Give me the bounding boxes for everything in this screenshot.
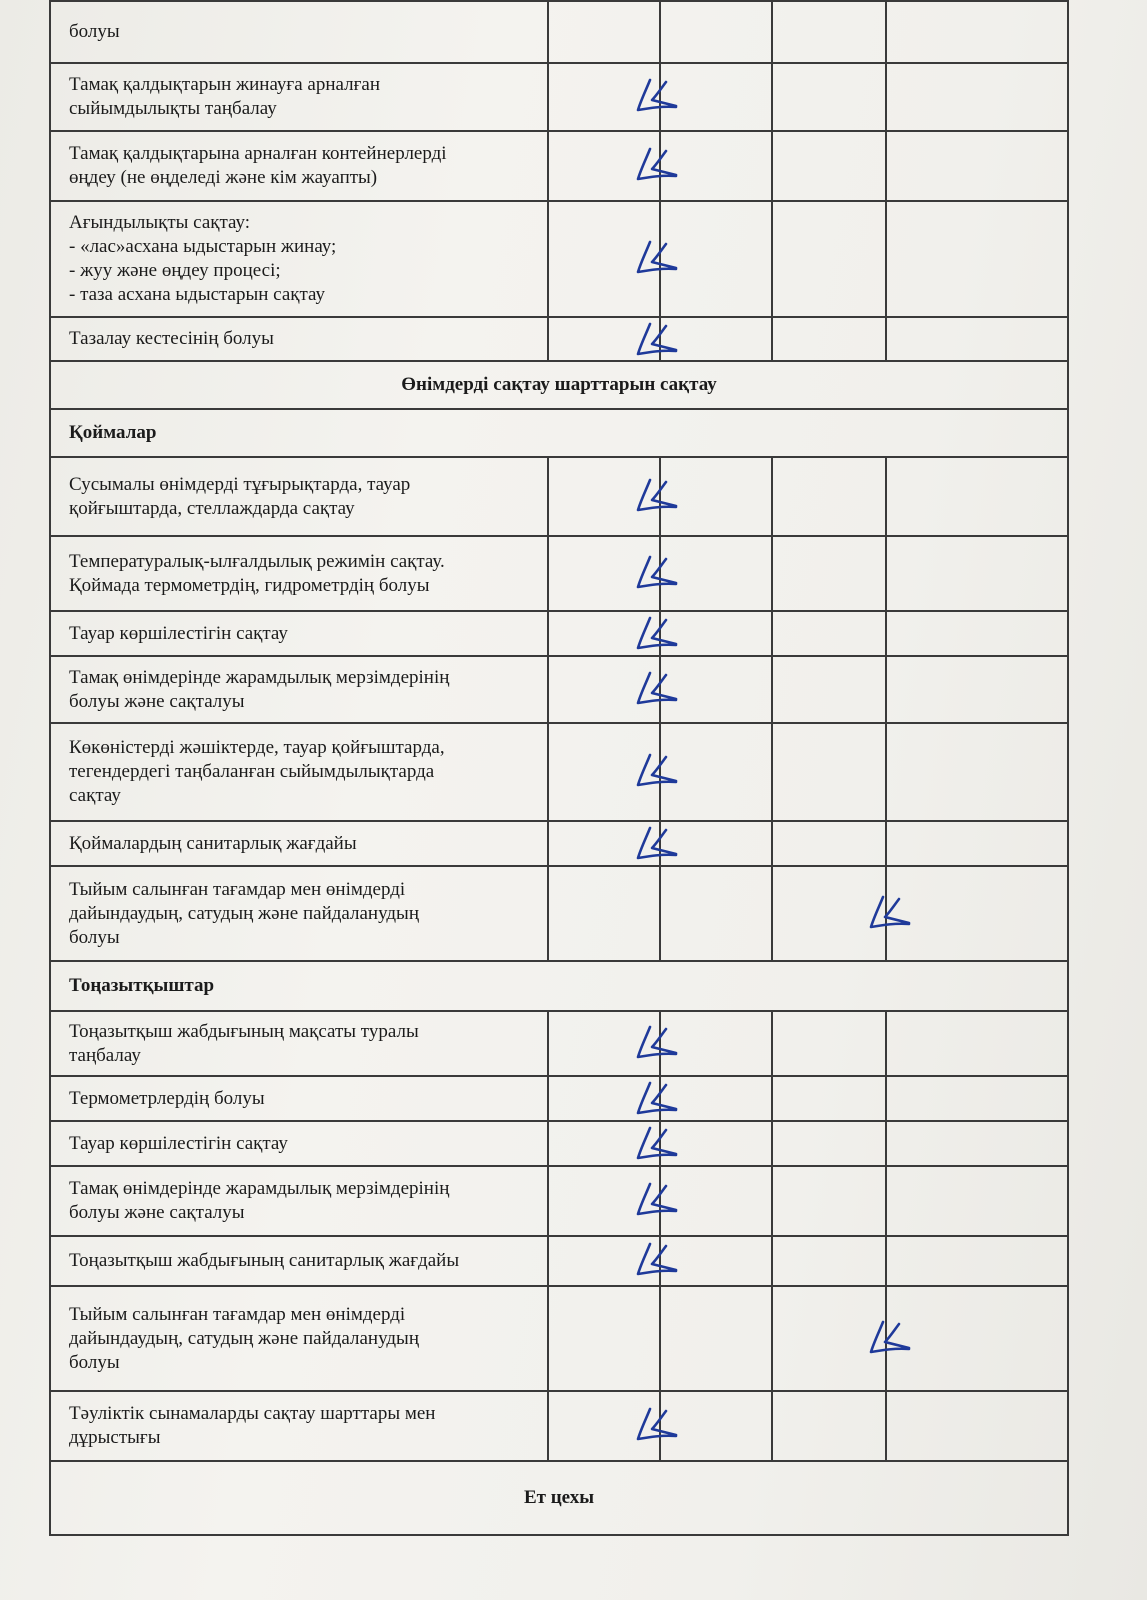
table-row [49,200,1069,316]
table-cell-col-4 [771,1392,885,1460]
table-cell-col-3 [659,1287,771,1390]
table-row [49,130,1069,200]
subsection-header-row [49,408,1069,456]
handwritten-check-mark [632,669,684,709]
table-cell-col-5 [885,724,1069,820]
row-text: Тауар көршілестігін сақтау [69,622,288,644]
table-row [49,316,1069,360]
table-cell-col-5 [885,1077,1069,1120]
handwritten-check-mark [632,1405,684,1445]
section-title: Өнімдерді сақтау шарттарын сақтау [401,374,717,395]
handwritten-check-mark [632,238,684,278]
row-text: Ағындылықты сақтау: - «лас»асхана ыдыстарын жинау; - жуу және өңдеу процесі; - таза асхана ыдыстарын сақтау [69,212,337,305]
table-row [49,1120,1069,1165]
section-header-row [49,360,1069,408]
table-cell-col-4 [771,1122,885,1165]
table-cell-col-5 [885,202,1069,316]
table-cell-col-4 [771,537,885,610]
table-cell-col-5 [885,318,1069,360]
table-cell-col-5 [885,1167,1069,1235]
table-row [49,1390,1069,1460]
table-cell-col-4 [771,458,885,535]
table-cell-col-5 [885,822,1069,865]
handwritten-check-mark [632,476,684,516]
row-text: Тоңазытқыш жабдығының мақсаты туралы таңбалау [69,1020,419,1066]
table-cell-col-5 [885,1237,1069,1285]
row-text: Тазалау кестесінің болуы [69,328,274,349]
table-left-border [49,0,51,1536]
table-cell-col-2 [547,2,659,62]
row-text: Тыйым салынған тағамдар мен өнімдерді дайындаудың, сатудың және пайдаланудың болуы [69,878,419,948]
table-row [49,1235,1069,1285]
row-text: Тыйым салынған тағамдар мен өнімдерді дайындаудың, сатудың және пайдаланудың болуы [69,1303,419,1373]
table-cell-col-5 [885,1122,1069,1165]
table-cell-col-5 [885,1392,1069,1460]
table-row [49,0,1069,62]
table-cell-col-5 [885,537,1069,610]
table-row [49,1075,1069,1120]
handwritten-check-mark [632,320,684,360]
handwritten-check-mark [632,1180,684,1220]
row-text: Тамақ өнімдерінде жарамдылық мерзімдерінің болуы және сақталуы [69,666,450,712]
section-title: Тоңазытқыштар [69,975,215,996]
table-cell-col-3 [659,2,771,62]
row-text: Тамақ қалдықтарын жинауға арналған сыйымдылықты таңбалау [69,74,380,119]
table-row [49,820,1069,865]
handwritten-check-mark [632,614,684,654]
row-text: Тамақ қалдықтарына арналған контейнерлерді өңдеу (не өңделеді және кім жауапты) [69,143,447,188]
table-cell-col-2 [547,1287,659,1390]
table-cell-col-5 [885,132,1069,200]
table-row [49,1165,1069,1235]
section-header-row [49,1460,1069,1534]
table-row [49,1010,1069,1075]
table-cell-col-4 [771,1012,885,1075]
handwritten-check-mark [865,1318,917,1358]
row-text: Температуралық-ылғалдылық режимін сақтау. Қоймада термометрдің, гидрометрдің болуы [69,550,445,596]
table-row [49,865,1069,960]
table-cell-col-4 [771,657,885,722]
handwritten-check-mark [632,1240,684,1280]
table-cell-col-4 [771,724,885,820]
table-row [49,655,1069,722]
row-text: Сусымалы өнімдерді тұғырықтарда, тауар қойғыштарда, стеллаждарда сақтау [69,473,411,519]
table-bottom-border [49,1534,1069,1536]
table-cell-col-4 [771,612,885,655]
row-text: Тауар көршілестігін сақтау [69,1132,288,1154]
handwritten-check-mark [632,1023,684,1063]
table-cell-col-3 [659,867,771,960]
subsection-header-row [49,960,1069,1010]
table-cell-col-5 [885,657,1069,722]
row-text: болуы [69,21,120,42]
row-text: Тәуліктік сынамаларды сақтау шарттары мен дұрыстығы [69,1403,436,1448]
table-cell-col-5 [885,1012,1069,1075]
section-title: Қоймалар [69,422,157,443]
table-row [49,62,1069,130]
row-text: Қоймалардың санитарлық жағдайы [69,832,357,854]
handwritten-check-mark [865,893,917,933]
row-text: Тамақ өнімдерінде жарамдылық мерзімдерінің болуы және сақталуы [69,1178,450,1223]
table-cell-col-4 [771,2,885,62]
table-cell-col-4 [771,64,885,130]
table-cell-col-5 [885,458,1069,535]
table-row [49,610,1069,655]
handwritten-check-mark [632,553,684,593]
section-title: Ет цехы [523,1487,595,1508]
handwritten-check-mark [632,751,684,791]
table-row [49,722,1069,820]
table-row [49,456,1069,535]
handwritten-check-mark [632,824,684,864]
handwritten-check-mark [632,1124,684,1164]
table-cell-col-4 [771,132,885,200]
table-row [49,535,1069,610]
table-cell-col-4 [771,822,885,865]
handwritten-check-mark [632,1079,684,1119]
row-text: Тоңазытқыш жабдығының санитарлық жағдайы [69,1250,460,1271]
handwritten-check-mark [632,76,684,116]
table-right-border [1067,0,1069,1536]
table-cell-col-5 [885,612,1069,655]
table-cell-col-5 [885,2,1069,62]
row-text: Термометрлердің болуы [69,1087,265,1109]
table-cell-col-4 [771,1167,885,1235]
table-cell-col-4 [771,318,885,360]
table-row [49,1285,1069,1390]
table-cell-col-5 [885,64,1069,130]
table-cell-col-4 [771,1237,885,1285]
handwritten-check-mark [632,145,684,185]
table-cell-col-4 [771,202,885,316]
row-text: Көкөністерді жәшіктерде, тауар қойғыштарда, тегендердегі таңбаланған сыйымдылықтарда сақтау [69,737,445,806]
table-cell-col-4 [771,1077,885,1120]
table-cell-col-2 [547,867,659,960]
